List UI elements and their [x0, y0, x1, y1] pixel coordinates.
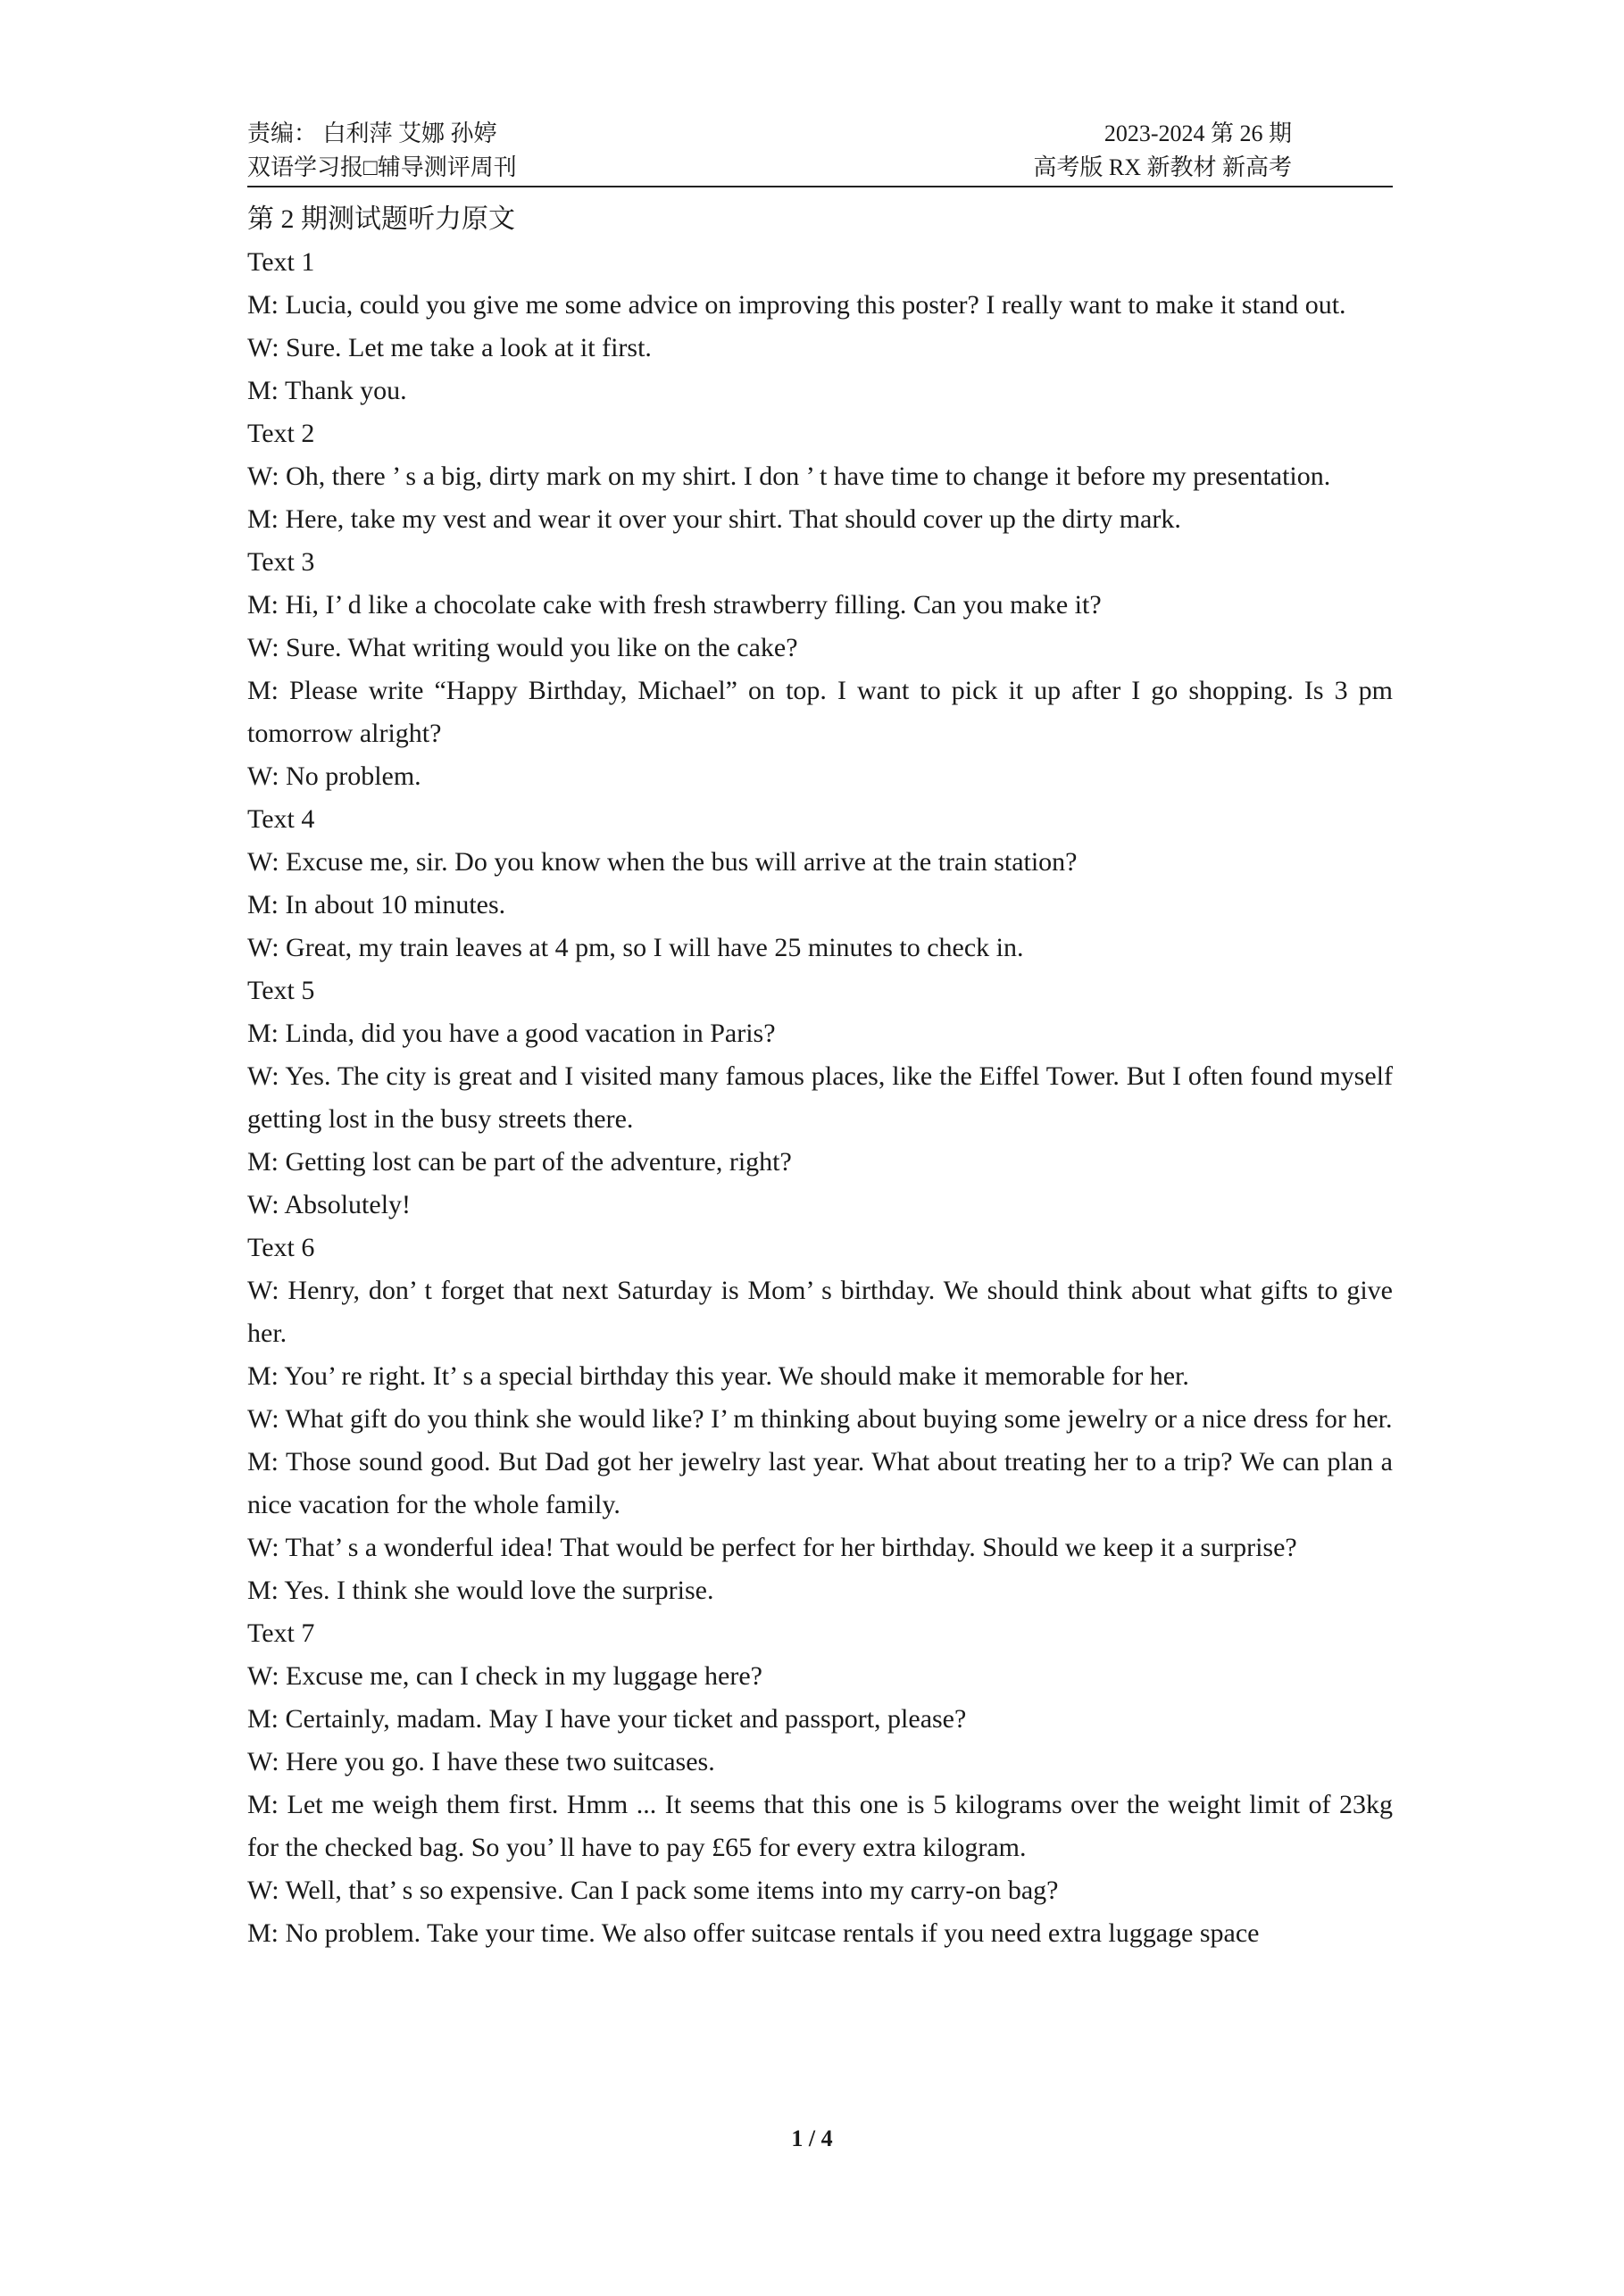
dialogue-line: W: Absolutely!	[247, 1190, 412, 1219]
dialogue-line: M: Those sound good. But Dad got her jewelry last year. What about treating her to a trip? We can plan a nice vacation for the whole family.	[247, 1447, 1393, 1519]
dialogue-line: W: Great, my train leaves at 4 pm, so I will have 25 minutes to check in.	[247, 933, 1024, 962]
dialogue-line: W: Excuse me, sir. Do you know when the bus will arrive at the train station?	[247, 847, 1078, 877]
section-heading: Text 2	[247, 419, 315, 448]
page-header	[247, 114, 1393, 187]
dialogue-line: M: Getting lost can be part of the adventure, right?	[247, 1147, 792, 1177]
section-heading: Text 5	[247, 976, 315, 1005]
dialogue-line: M: Lucia, could you give me some advice on improving this poster? I really want to make it stand out.	[247, 290, 1346, 320]
page-number: 1 / 4	[791, 2125, 833, 2151]
header-issue: 2023-2024 第 26 期	[1103, 121, 1292, 146]
dialogue-line: W: Well, that’ s so expensive. Can I pack some items into my carry-on bag?	[247, 1876, 1059, 1905]
section-heading: Text 1	[247, 247, 315, 277]
dialogue-line: M: Yes. I think she would love the surprise.	[247, 1576, 714, 1605]
dialogue-line: M: Thank you.	[247, 376, 407, 405]
transcript-body	[247, 198, 1393, 1955]
dialogue-line: W: What gift do you think she would like? I’ m thinking about buying some jewelry or a nice dress for her.	[247, 1404, 1393, 1434]
dialogue-line: M: You’ re right. It’ s a special birthday this year. We should make it memorable for her.	[247, 1361, 1189, 1391]
dialogue-line: M: Certainly, madam. May I have your ticket and passport, please?	[247, 1704, 967, 1734]
section-heading: Text 7	[247, 1618, 315, 1648]
dialogue-line: W: Yes. The city is great and I visited many famous places, like the Eiffel Tower. But I often found myself getting lost in the busy streets there.	[247, 1061, 1393, 1134]
header-row-2	[247, 152, 1393, 184]
dialogue-line: W: Excuse me, can I check in my luggage here?	[247, 1661, 762, 1691]
document-title: 第 2 期测试题听力原文	[247, 204, 515, 234]
dialogue-line: W: Oh, there ’ s a big, dirty mark on my shirt. I don ’ t have time to change it before my presentation.	[247, 462, 1331, 491]
dialogue-line: M: No problem. Take your time. We also offer suitcase rentals if you need extra luggage space	[247, 1918, 1260, 1948]
dialogue-line: M: Linda, did you have a good vacation in Paris?	[247, 1019, 776, 1048]
dialogue-line: M: Hi, I’ d like a chocolate cake with fresh strawberry filling. Can you make it?	[247, 590, 1102, 620]
header-edition: 高考版 RX 新教材 新高考	[1033, 154, 1292, 180]
dialogue-line: M: Here, take my vest and wear it over your shirt. That should cover up the dirty mark.	[247, 504, 1181, 534]
dialogue-line: W: Here you go. I have these two suitcases.	[247, 1747, 715, 1776]
dialogue-line: W: Henry, don’ t forget that next Saturday is Mom’ s birthday. We should think about what gifts to give her.	[247, 1276, 1393, 1348]
dialogue-line: M: Let me weigh them first. Hmm ... It seems that this one is 5 kilograms over the weight limit of 23kg for the checked bag. So you’ ll have to pay £65 for every extra kilogram.	[247, 1790, 1393, 1862]
header-publication: 双语学习报□辅导测评周刊	[247, 154, 517, 180]
dialogue-line: M: Please write “Happy Birthday, Michael” on top. I want to pick it up after I go shopping. Is 3 pm tomorrow alright?	[247, 676, 1393, 748]
section-heading: Text 3	[247, 547, 315, 577]
header-editors: 责编： 白利萍 艾娜 孙婷	[247, 121, 497, 146]
dialogue-line: W: Sure. Let me take a look at it first.	[247, 333, 652, 362]
header-row-1	[247, 118, 1393, 150]
dialogue-line: M: In about 10 minutes.	[247, 890, 506, 919]
dialogue-line: W: No problem.	[247, 761, 421, 791]
dialogue-line: W: Sure. What writing would you like on the cake?	[247, 633, 798, 662]
section-heading: Text 6	[247, 1233, 315, 1262]
section-heading: Text 4	[247, 804, 315, 834]
dialogue-line: W: That’ s a wonderful idea! That would be perfect for her birthday. Should we keep it a surprise?	[247, 1533, 1297, 1562]
